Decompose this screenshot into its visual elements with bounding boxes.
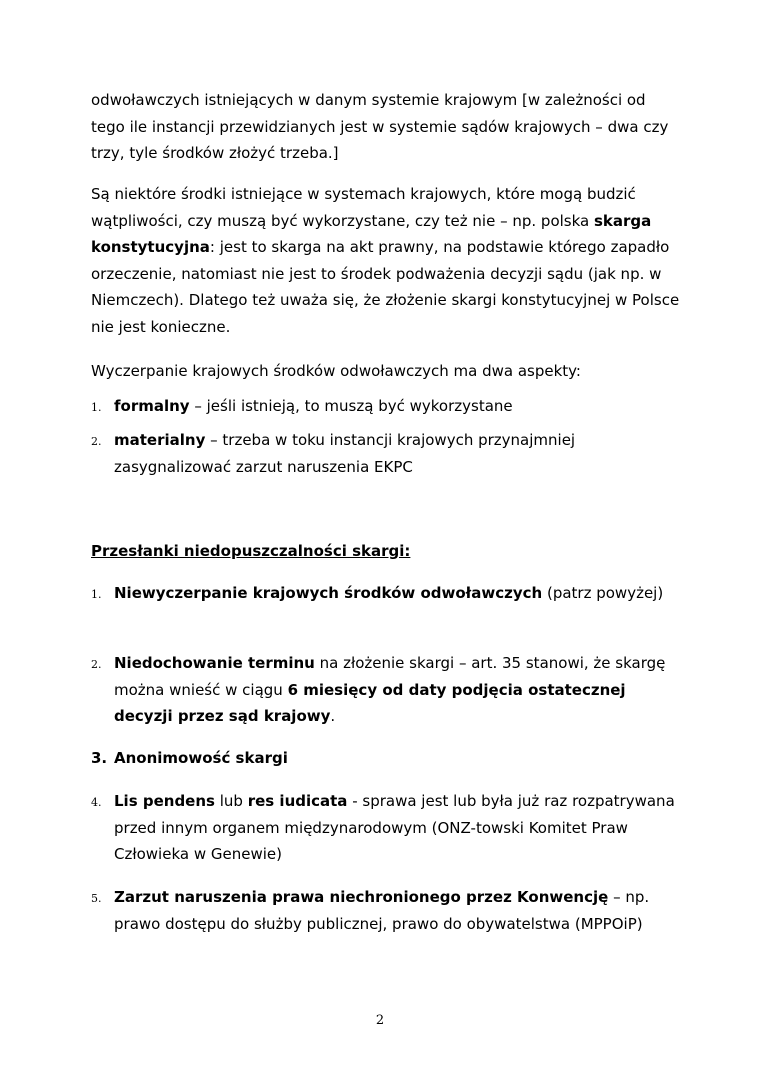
bold-term: materialny — [114, 431, 206, 449]
page-number: 2 — [375, 1013, 385, 1028]
text-run: – np. prawo dostępu do służby publicznej, prawo do obywatelstwa (MPPOiP) — [114, 888, 650, 933]
bold-term: 6 miesięcy od daty podjęcia ostatecznej decyzji przez sąd krajowy — [114, 680, 626, 725]
text-run: : jest to skarga na akt prawny, na podstawie którego zapadło orzeczenie, natomiast nie jest to środek podważenia decyzji sądu (jak np. w Niemczech). Dlatego też uważa się, że złożenie skargi konstytucyjnej w Polsce nie jest konieczne. — [91, 238, 680, 336]
premise-item-4 — [91, 788, 681, 868]
text-run: . — [330, 707, 336, 725]
bold-term: Lis pendens — [114, 792, 215, 810]
text-run: – trzeba w toku instancji krajowych przynajmniej zasygnalizować zarzut naruszenia EKPC — [114, 431, 576, 476]
premise-item-3 — [91, 745, 681, 772]
list-number: 1. — [91, 588, 102, 601]
paragraph-text — [91, 181, 681, 340]
list-text — [114, 427, 681, 480]
text-run: - sprawa jest lub była już raz rozpatrywana przed innym organem międzynarodowym (ONZ-towski Komitet Praw Człowieka w Genewie) — [114, 792, 675, 863]
heading-text: Przesłanki niedopuszczalności skargi: — [91, 542, 411, 560]
paragraph-constitutional-complaint — [91, 181, 681, 340]
bold-term: skarga konstytucyjna — [91, 211, 652, 256]
aspect-item-material — [91, 427, 681, 480]
list-number: 4. — [91, 796, 102, 809]
premise-item-5 — [91, 884, 681, 937]
list-text — [114, 393, 681, 420]
paragraph-aspects-intro — [91, 358, 681, 385]
aspect-item-formal — [91, 393, 681, 420]
text-run: (patrz powyżej) — [542, 584, 664, 602]
list-text — [114, 580, 681, 607]
bold-term: Niewyczerpanie krajowych środków odwoławczych — [114, 584, 543, 602]
list-text — [114, 788, 681, 868]
list-number: 3. — [91, 749, 108, 767]
section-heading — [91, 538, 681, 565]
list-number: 1. — [91, 401, 102, 414]
paragraph-text: Wyczerpanie krajowych środków odwoławczych ma dwa aspekty: — [91, 362, 581, 380]
list-number: 2. — [91, 658, 102, 671]
bold-term: Niedochowanie terminu — [114, 654, 315, 672]
list-number: 2. — [91, 435, 102, 448]
paragraph-text: odwoławczych istniejących w danym systemie krajowym [w zależności od tego ile instancji przewidzianych jest w systemie sądów krajowych – dwa czy trzy, tyle środków złożyć trzeba.] — [91, 91, 669, 162]
list-number: 5. — [91, 892, 102, 905]
text-run: na złożenie skargi – art. 35 stanowi, że skargę można wnieść w ciągu — [114, 654, 666, 699]
list-text — [114, 745, 681, 772]
text-run: Są niektóre środki istniejące w systemach krajowych, które mogą budzić wątpliwości, czy muszą być wykorzystane, czy też nie – np. polska — [91, 185, 636, 230]
list-text — [114, 884, 681, 937]
bold-term: Zarzut naruszenia prawa niechronionego przez Konwencję — [114, 888, 609, 906]
premise-item-1 — [91, 580, 681, 607]
text-run: – jeśli istnieją, to muszą być wykorzystane — [189, 397, 513, 415]
text-run: lub — [214, 792, 248, 810]
list-text — [114, 650, 681, 730]
bold-term: formalny — [114, 397, 190, 415]
bold-term: res iudicata — [247, 792, 348, 810]
premise-item-2 — [91, 650, 681, 730]
bold-term: Anonimowość skargi — [114, 749, 288, 767]
paragraph-intro — [91, 87, 681, 167]
